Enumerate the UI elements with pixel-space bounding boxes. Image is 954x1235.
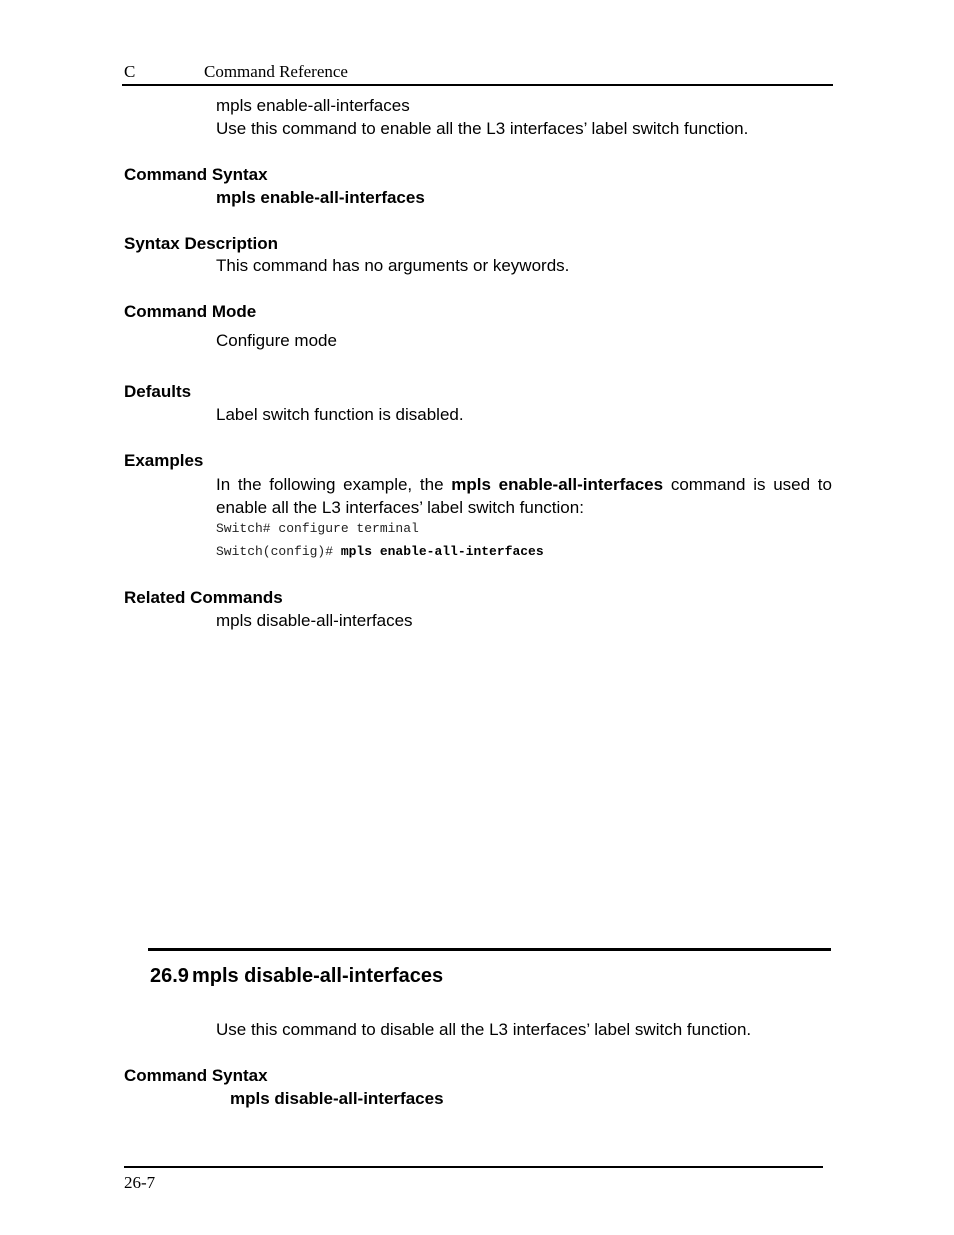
command-mode: Configure mode (216, 331, 337, 350)
defaults-text: Label switch function is disabled. (216, 405, 464, 424)
section-number: 26.9 (150, 965, 189, 987)
header-rule (122, 84, 833, 86)
page-number: 26-7 (124, 1173, 156, 1192)
section2-description: Use this command to disable all the L3 interfaces’ label switch function. (216, 1020, 752, 1039)
defaults-heading: Defaults (124, 382, 192, 401)
code-line-2-command: mpls enable-all-interfaces (340, 544, 544, 559)
footer-rule (124, 1166, 823, 1168)
command-syntax-heading: Command Syntax (124, 165, 268, 184)
code-line-2-prompt: Switch(config)# (216, 544, 341, 559)
section-title: mpls disable-all-interfaces (191, 965, 444, 987)
section-rule (148, 948, 831, 951)
syntax-description: This command has no arguments or keywords. (216, 256, 570, 275)
examples-heading: Examples (124, 451, 204, 470)
syntax-description-heading: Syntax Description (124, 234, 278, 253)
section2-command-syntax-heading: Command Syntax (124, 1066, 268, 1085)
section2-command-syntax: mpls disable-all-interfaces (230, 1089, 444, 1108)
code-line-1: Switch# configure terminal (216, 521, 419, 536)
code-line-2 (216, 544, 544, 559)
header-chapter-letter: C (124, 62, 136, 81)
example-intro-after: command is used to enable all the L3 interfaces’ label switch function: (216, 475, 832, 517)
related-commands-heading: Related Commands (124, 588, 283, 607)
command-syntax: mpls enable-all-interfaces (216, 188, 425, 207)
command-name: mpls enable-all-interfaces (216, 96, 410, 115)
example-intro-before: In the following example, the (216, 475, 452, 494)
section-heading (150, 965, 443, 988)
command-mode-heading: Command Mode (124, 302, 257, 321)
header-title: Command Reference (204, 62, 348, 81)
related-command: mpls disable-all-interfaces (216, 611, 413, 630)
example-intro (216, 473, 832, 519)
command-description: Use this command to enable all the L3 interfaces’ label switch function. (216, 119, 749, 138)
example-intro-command: mpls enable-all-interfaces (451, 475, 664, 494)
